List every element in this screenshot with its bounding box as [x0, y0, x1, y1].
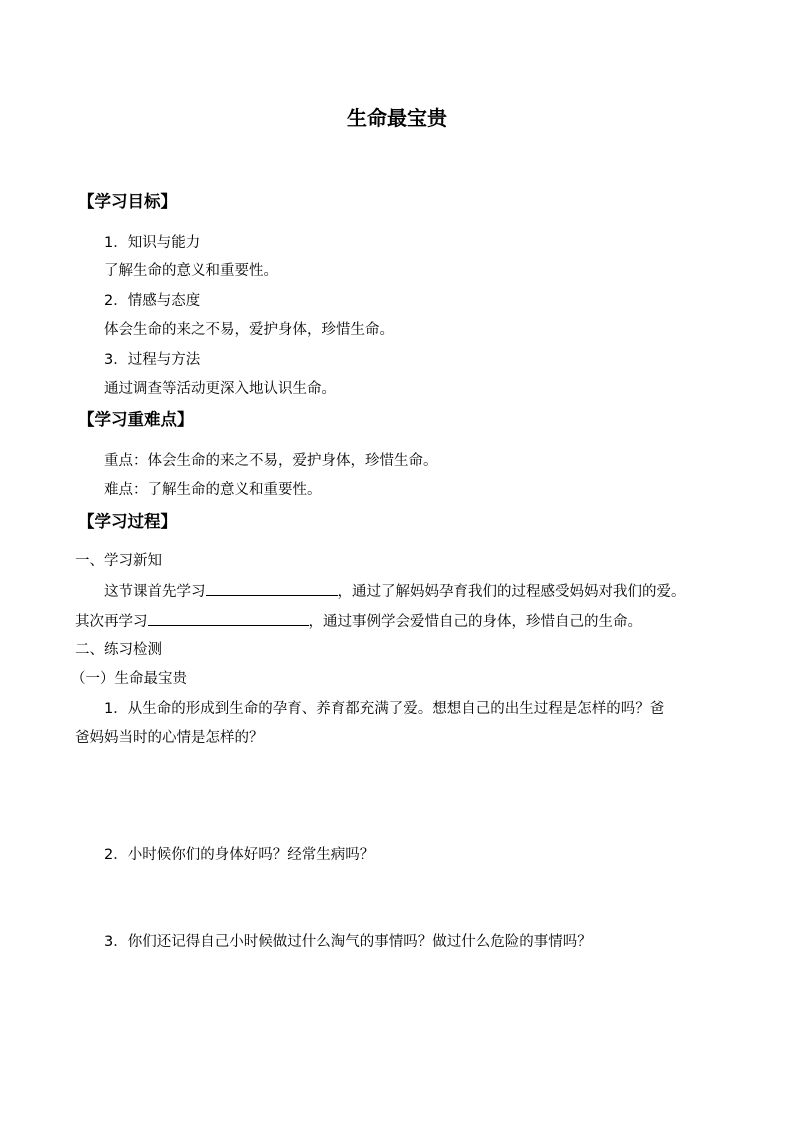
process-heading: 【学习过程】 — [78, 512, 177, 531]
intro-line-2-prefix: 其次再学习 — [75, 614, 148, 630]
part-2-heading: 二、练习检测 — [75, 642, 162, 658]
question-3: 3．你们还记得自己小时候做过什么淘气的事情吗？做过什么危险的事情吗？ — [104, 934, 592, 950]
subsection-1-heading: （一）生命最宝贵 — [71, 671, 187, 687]
part-1-heading: 一、学习新知 — [75, 553, 162, 569]
goals-heading: 【学习目标】 — [78, 192, 177, 211]
question-1-line-2: 爸妈妈当时的心情是怎样的？ — [75, 730, 264, 746]
goal-2-label: 2．情感与态度 — [104, 293, 201, 309]
question-2: 2．小时候你们的身体好吗？经常生病吗？ — [104, 847, 375, 863]
difficulty-point: 难点：了解生命的意义和重要性。 — [104, 482, 322, 498]
goal-1-text: 了解生命的意义和重要性。 — [104, 263, 278, 279]
fill-in-blank-1[interactable] — [206, 581, 338, 596]
fill-in-blank-2[interactable] — [148, 611, 309, 626]
goal-1-label: 1．知识与能力 — [104, 235, 201, 251]
key-points-heading: 【学习重难点】 — [78, 410, 194, 429]
intro-line-2-suffix: ，通过事例学会爱惜自己的身体，珍惜自己的生命。 — [308, 614, 642, 630]
goal-2-text: 体会生命的来之不易，爱护身体，珍惜生命。 — [104, 322, 394, 338]
goal-3-label: 3．过程与方法 — [104, 352, 201, 368]
question-1-line-1: 1．从生命的形成到生命的孕育、养育都充满了爱。想想自己的出生过程是怎样的吗？爸 — [104, 701, 665, 717]
intro-line-1 — [104, 581, 686, 602]
intro-line-1-prefix: 这节课首先学习 — [104, 584, 206, 600]
page-title: 生命最宝贵 — [347, 106, 447, 130]
intro-line-1-suffix: ，通过了解妈妈孕育我们的过程感受妈妈对我们的爱。 — [337, 584, 686, 600]
focus-point: 重点：体会生命的来之不易，爱护身体，珍惜生命。 — [104, 453, 438, 469]
intro-line-2 — [75, 611, 642, 632]
goal-3-text: 通过调查等活动更深入地认识生命。 — [104, 381, 336, 397]
